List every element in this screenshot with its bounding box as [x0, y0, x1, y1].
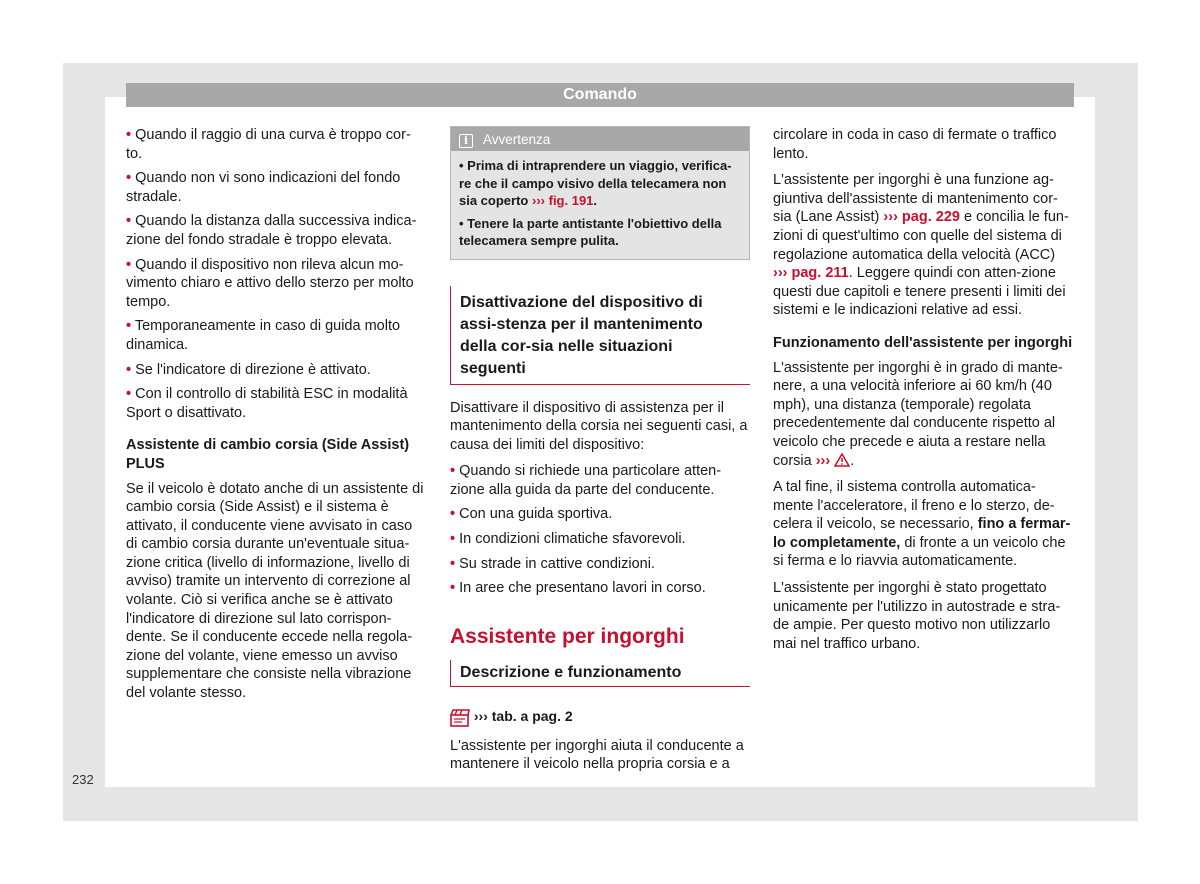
warning-body [451, 151, 749, 259]
chapter-header: Comando [126, 83, 1074, 107]
bullet-icon: • [450, 506, 456, 523]
list-item: • Se l'indicatore di direzione è attivato. [126, 361, 371, 378]
list-item: • Tenere la parte antistante l'obiettivo della telecamera sempre pulita. [459, 215, 722, 248]
chapter-title: Assistente per ingorghi [450, 624, 685, 648]
crossref-arrow: ››› [815, 452, 831, 469]
bullet-icon: • [126, 386, 132, 403]
crossref-link[interactable]: fig. 191 [548, 193, 594, 208]
bullet-icon: • [450, 531, 456, 548]
bullet-icon: • [450, 580, 456, 597]
clapperboard-icon [450, 709, 470, 727]
function-paragraph: L'assistente per ingorghi è in grado di mante-nere, a una velocità inferiore ai 60 km/h (40 mph), una distanza (temporale) regolata precedentemente dal conducente rispetto al veicolo che precede e aiuta a restare nella corsia ››› . [773, 359, 1063, 469]
crossref-link[interactable]: ››› pag. 211 [773, 265, 849, 282]
column-right [773, 126, 1073, 661]
list-item: • Con una guida sportiva. [450, 506, 613, 523]
list-item: • Quando si richiede una particolare atten-zione alla guida da parte del conducente. [450, 463, 722, 498]
bullet-icon: • [126, 213, 132, 230]
table-reference[interactable]: ››› tab. a pag. 2 [450, 707, 750, 726]
paragraph-intro: L'assistente per ingorghi è una funzione ag-giuntiva dell'assistente di mantenimento cor-sia (Lane Assist) ››› pag. 229 e concilia le fun-zioni di quest'ultimo con quelle del sistema di regolazione automatica della velocità (ACC) ››› pag. 211. Leggere quindi con atten-zione questi due capitoli e tenere presenti i limiti dei sistemi e le indicazioni relative ad essi. [773, 172, 1069, 319]
bullet-icon: • [126, 127, 132, 143]
list-item: • Temporaneamente in caso di guida molto dinamica. [126, 318, 401, 353]
intro-paragraph: Disattivare il dispositivo di assistenza per il mantenimento della corsia nei seguenti casi, a causa dei limiti del dispositivo: [450, 399, 748, 453]
crossref-link[interactable]: ››› pag. 229 [883, 209, 960, 226]
sub-heading: Descrizione e funzionamento [450, 660, 750, 687]
list-item: • In condizioni climatiche sfavorevoli. [450, 531, 686, 548]
list-item: • Con il controllo di stabilità ESC in modalità Sport o disattivato. [126, 386, 408, 421]
info-icon: i [459, 134, 473, 148]
usage-paragraph: L'assistente per ingorghi è stato progettato unicamente per l'utilizzo in autostrade e stra-de ampie. Per questo motivo non utilizzarlo mai nel traffico urbano. [773, 580, 1061, 652]
column-left [126, 126, 426, 711]
bullet-icon: • [450, 463, 456, 480]
bullet-icon: • [450, 555, 456, 572]
list-item: • Quando non vi sono indicazioni del fondo stradale. [126, 170, 401, 205]
side-assist-heading: Assistente di cambio corsia (Side Assist) PLUS [126, 437, 410, 472]
list-item: • Prima di intraprendere un viaggio, verifica-re che il campo visivo della telecamera non sia coperto ››› fig. 191. [459, 158, 732, 208]
bullet-icon: • [126, 170, 132, 187]
crossref-arrow: ››› [531, 193, 545, 208]
bullet-icon: • [126, 318, 132, 335]
bullet-icon: • [126, 361, 132, 378]
side-assist-paragraph: Se il veicolo è dotato anche di un assistente di cambio corsia (Side Assist) e il sistema è attivato, il conducente viene avvisato in caso di cambio corsia durante un'eventuale situa-zione critica (livello di informazione, livello di avviso) tramite un intervento di correzione al volante. Ciò si verifica anche se è attivato l'indicatore di direzione sul lato corrispon-dente. Se il conducente eccede nella regola-zione del volante, viene emesso un avviso supplementare che consiste nella vibrazione del volante stesso. [126, 480, 424, 702]
paragraph-continued: circolare in coda in caso di fermate o traffico lento. [773, 127, 1057, 162]
description-paragraph: L'assistente per ingorghi aiuta il conducente a mantenere il veicolo nella propria corsia e a [450, 737, 744, 773]
bullet-icon: • [126, 256, 132, 273]
warning-header: i Avvertenza [451, 127, 749, 151]
control-paragraph: A tal fine, il sistema controlla automatica-mente l'acceleratore, il freno e lo sterzo, de-celera il veicolo, se necessario, fino a fermar-lo completamente, di fronte a un veicolo che si ferma e lo riavvia automaticamente. [773, 479, 1071, 570]
column-middle [450, 126, 750, 782]
list-item: • Quando il raggio di una curva è troppo cor-to. [126, 127, 411, 162]
list-item: • Quando il dispositivo non rileva alcun mo-vimento chiaro e attivo dello sterzo per molto tempo. [126, 256, 414, 310]
warning-triangle-icon [834, 453, 850, 467]
list-item: • In aree che presentano lavori in corso. [450, 580, 706, 597]
section-heading: Disattivazione del dispositivo di assi-stenza per il mantenimento della cor-sia nelle situazioni seguenti [450, 286, 750, 385]
warning-box [450, 126, 750, 260]
page-number: 232 [72, 772, 94, 787]
function-heading: Funzionamento dell'assistente per ingorghi [773, 334, 1073, 351]
list-item: • Su strade in cattive condizioni. [450, 555, 655, 572]
list-item: • Quando la distanza dalla successiva indica-zione del fondo stradale è troppo elevata. [126, 213, 417, 248]
